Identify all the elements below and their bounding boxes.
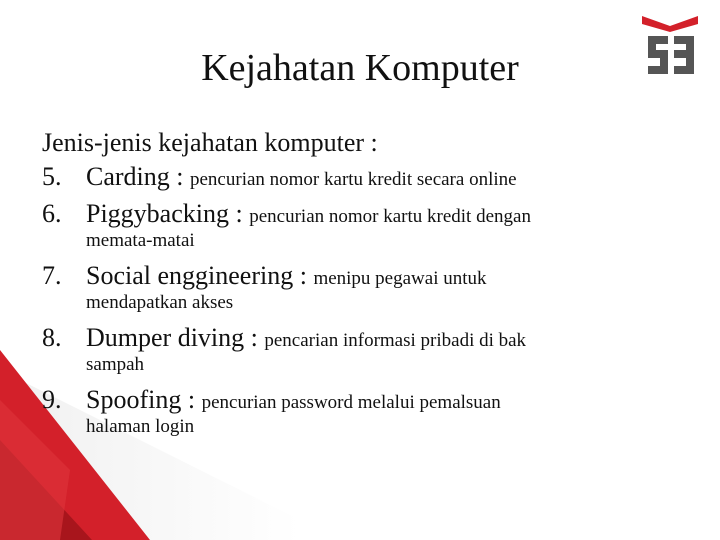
item-term: Social enggineering : bbox=[86, 261, 314, 290]
item-term: Spoofing : bbox=[86, 385, 202, 414]
item-description-continued: memata-matai bbox=[86, 230, 195, 251]
item-term: Carding : bbox=[86, 162, 190, 191]
list-item bbox=[42, 160, 642, 197]
item-description-continued: halaman login bbox=[86, 416, 195, 437]
item-term: Dumper diving : bbox=[86, 323, 265, 352]
list-item bbox=[42, 197, 642, 252]
list-item bbox=[42, 383, 642, 438]
item-number: 6. bbox=[42, 199, 62, 228]
item-description: pencurian nomor kartu kredit secara online bbox=[190, 169, 517, 190]
item-description: menipu pegawai untuk bbox=[313, 268, 487, 289]
item-description: pencurian password melalui pemalsuan bbox=[201, 392, 501, 413]
item-term: Piggybacking : bbox=[86, 199, 250, 228]
slide-title: Kejahatan Komputer bbox=[201, 47, 519, 89]
item-description: pencurian nomor kartu kredit dengan bbox=[249, 206, 531, 227]
item-number: 5. bbox=[42, 162, 62, 191]
item-number: 7. bbox=[42, 261, 62, 290]
list-item bbox=[42, 259, 642, 314]
item-number: 8. bbox=[42, 323, 62, 352]
list-item bbox=[42, 321, 642, 376]
slide-content bbox=[42, 126, 642, 438]
item-description-continued: mendapatkan akses bbox=[86, 292, 234, 313]
intro-text: Jenis-jenis kejahatan komputer : bbox=[42, 128, 378, 157]
item-description: pencarian informasi pribadi di bak bbox=[264, 330, 527, 351]
item-description-continued: sampah bbox=[86, 354, 145, 375]
item-number: 9. bbox=[42, 385, 62, 414]
